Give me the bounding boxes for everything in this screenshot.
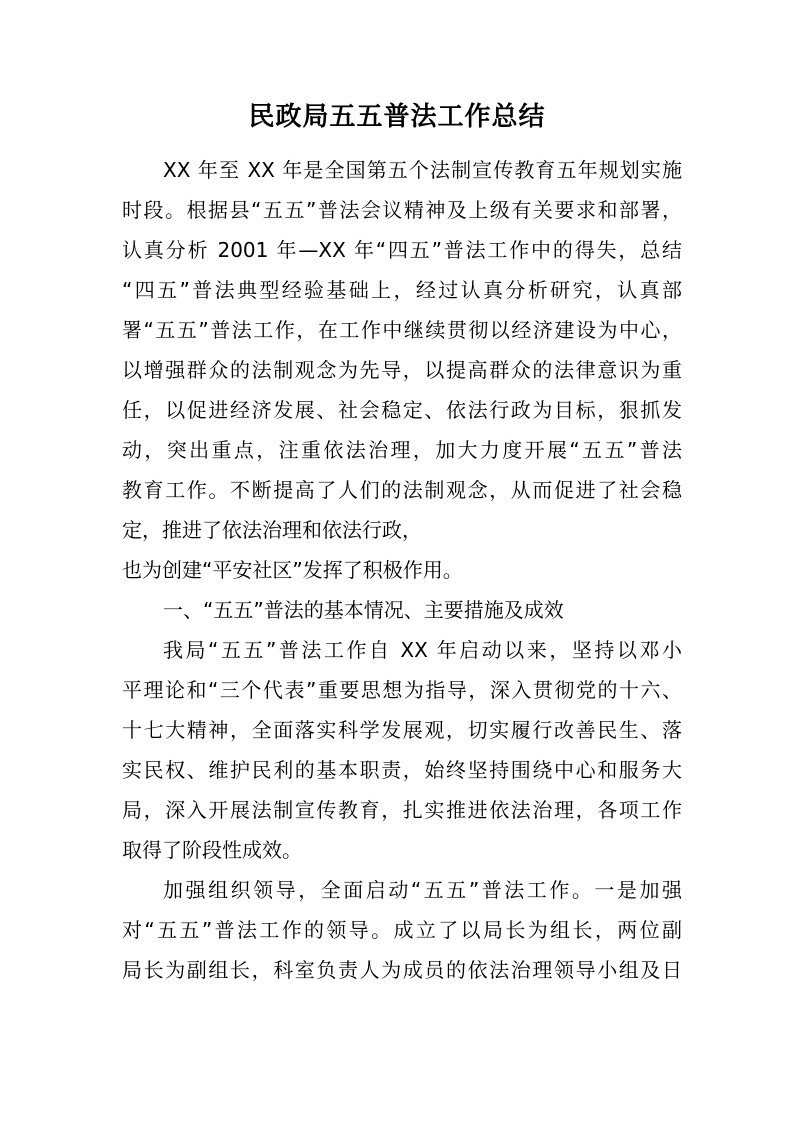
- paragraph-3-line-4: 实民权、维护民利的基本职责，始终坚持围绕中心和服务大: [122, 758, 682, 782]
- paragraph-1-line-7: 任，以促进经济发展、社会稳定、依法行政为目标，狠抓发: [122, 398, 682, 422]
- paragraph-1-line-5: 署“五五”普法工作，在工作中继续贯彻以经济建设为中心，: [122, 318, 682, 342]
- paragraph-3-line-3: 十七大精神，全面落实科学发展观，切实履行改善民生、落: [122, 718, 682, 742]
- paragraph-1-line-9: 教育工作。不断提高了人们的法制观念，从而促进了社会稳: [122, 478, 682, 502]
- paragraph-3-line-6: 取得了阶段性成效。: [122, 838, 302, 862]
- paragraph-4-line-2: 对“五五”普法工作的领导。成立了以局长为组长，两位副: [122, 918, 682, 942]
- paragraph-1-line-10: 定，推进了依法治理和依法行政，: [122, 518, 422, 542]
- paragraph-3-line-5: 局，深入开展法制宣传教育，扎实推进依法治理，各项工作: [122, 798, 682, 822]
- paragraph-2-line-1: 也为创建“平安社区”发挥了积极作用。: [122, 558, 463, 582]
- document-body: [122, 150, 682, 990]
- document-title: 民政局五五普法工作总结: [248, 102, 546, 132]
- paragraph-3-line-2: 平理论和“三个代表”重要思想为指导，深入贯彻党的十六、: [122, 678, 682, 702]
- paragraph-4-line-1: 加强组织领导，全面启动“五五”普法工作。一是加强: [163, 878, 682, 902]
- paragraph-1-line-6: 以增强群众的法制观念为先导，以提高群众的法律意识为重: [122, 358, 682, 382]
- paragraph-1-line-2: 时段。根据县“五五”普法会议精神及上级有关要求和部署，: [122, 198, 682, 222]
- paragraph-4-line-3: 局长为副组长，科室负责人为成员的依法治理领导小组及日: [122, 958, 682, 982]
- paragraph-3-line-1: 我局“五五”普法工作自 XX 年启动以来，坚持以邓小: [163, 638, 682, 662]
- paragraph-1-line-1: XX 年至 XX 年是全国第五个法制宣传教育五年规划实施: [163, 158, 682, 182]
- section-heading-1: 一、“五五”普法的基本情况、主要措施及成效: [163, 598, 564, 622]
- paragraph-1-line-8: 动，突出重点，注重依法治理，加大力度开展“五五”普法: [122, 438, 682, 462]
- paragraph-1-line-4: “四五”普法典型经验基础上，经过认真分析研究，认真部: [122, 278, 682, 302]
- paragraph-1-line-3: 认真分析 2001 年—XX 年“四五”普法工作中的得失，总结: [122, 238, 682, 262]
